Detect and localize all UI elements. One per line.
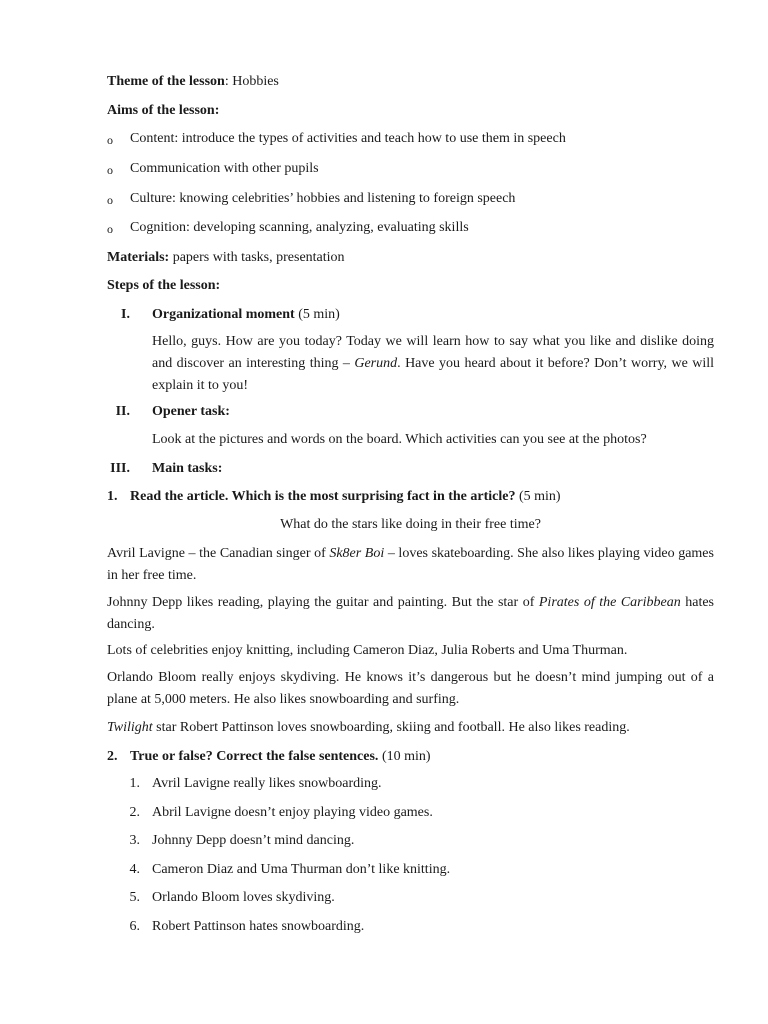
theme-label: Theme of the lesson xyxy=(107,74,225,89)
step-1-heading xyxy=(152,306,340,324)
task-2-title: True or false? Correct the false sentences. xyxy=(130,749,379,764)
task-1-time: (5 min) xyxy=(515,489,561,504)
aims-bullet-4: o xyxy=(107,222,113,236)
article-p1-b: – loves skateboarding. She also likes playing video games in her free time. xyxy=(107,546,714,583)
aims-heading: Aims of the lesson: xyxy=(107,103,220,118)
theme-line xyxy=(107,73,279,91)
step-1-title: Organizational moment xyxy=(152,307,295,322)
tf-item-2: Abril Lavigne doesn’t enjoy playing video games. xyxy=(152,805,433,820)
materials-line xyxy=(107,249,345,267)
article-paragraph-2 xyxy=(107,592,714,636)
tf-item-3-number: 3. xyxy=(129,833,140,848)
step-2-numeral: II. xyxy=(115,404,130,419)
article-paragraph-1 xyxy=(107,543,714,587)
tf-item-1-number: 1. xyxy=(129,776,140,791)
task-2-heading xyxy=(130,748,431,766)
article-p5-b: star Robert Pattinson loves snowboarding, skiing and football. He also likes reading. xyxy=(152,720,630,735)
article-title: What do the stars like doing in their free time? xyxy=(280,517,541,532)
step-3-numeral: III. xyxy=(110,461,130,476)
tf-item-5-number: 5. xyxy=(129,890,140,905)
theme-value: : Hobbies xyxy=(224,74,279,89)
aims-bullet-1: o xyxy=(107,133,113,147)
tf-item-4-number: 4. xyxy=(129,862,140,877)
step-3-title: Main tasks: xyxy=(152,461,223,476)
step-1-numeral: I. xyxy=(121,307,130,322)
step-1-text xyxy=(152,331,714,397)
article-p1-em: Sk8er Boi xyxy=(329,546,385,561)
aims-bullet-3: o xyxy=(107,193,113,207)
task-1-heading xyxy=(130,488,561,506)
article-p2-a: Johnny Depp likes reading, playing the guitar and painting. But the star of xyxy=(107,595,539,610)
article-paragraph-4: Orlando Bloom really enjoys skydiving. He knows it’s dangerous but he doesn’t mind jumping out of a plane at 5,000 meters. He also likes snowboarding and surfing. xyxy=(107,670,714,707)
step-1-text-a: Hello, guys. How are you today? Today we will learn how to say what you like and dislike doing and discover an interesting thing – xyxy=(152,334,714,371)
article-paragraph-5 xyxy=(107,719,630,737)
tf-item-4: Cameron Diaz and Uma Thurman don’t like knitting. xyxy=(152,862,451,877)
article-p2-em: Pirates of the Caribbean xyxy=(538,595,681,610)
tf-item-5: Orlando Bloom loves skydiving. xyxy=(152,890,335,905)
step-1-text-b: . Have you heard about it before? Don’t worry, we will explain it to you! xyxy=(152,356,715,393)
tf-item-3: Johnny Depp doesn’t mind dancing. xyxy=(152,833,355,848)
materials-label: Materials: xyxy=(107,250,170,265)
task-2-number: 2. xyxy=(107,749,118,764)
task-1-number: 1. xyxy=(107,489,118,504)
step-2-title: Opener task: xyxy=(152,404,230,419)
article-paragraph-3: Lots of celebrities enjoy knitting, including Cameron Diaz, Julia Roberts and Uma Thurman. xyxy=(107,643,628,658)
aims-bullet-2: o xyxy=(107,163,113,177)
tf-item-6: Robert Pattinson hates snowboarding. xyxy=(152,919,365,934)
steps-heading: Steps of the lesson: xyxy=(107,278,221,293)
aims-item-1: Content: introduce the types of activities and teach how to use them in speech xyxy=(130,131,566,146)
aims-item-4: Cognition: developing scanning, analyzing, evaluating skills xyxy=(130,220,469,235)
task-1-title: Read the article. Which is the most surprising fact in the article? xyxy=(130,489,516,504)
article-p1-a: Avril Lavigne – the Canadian singer of xyxy=(107,546,330,561)
tf-item-2-number: 2. xyxy=(129,805,140,820)
materials-value: papers with tasks, presentation xyxy=(169,250,345,265)
step-1-time: (5 min) xyxy=(294,307,340,322)
tf-item-1: Avril Lavigne really likes snowboarding. xyxy=(152,776,382,791)
tf-item-6-number: 6. xyxy=(129,919,140,934)
aims-item-3: Culture: knowing celebrities’ hobbies and listening to foreign speech xyxy=(130,191,516,206)
article-p5-em: Twilight xyxy=(107,720,153,735)
step-1-text-em: Gerund xyxy=(354,356,398,371)
aims-item-2: Communication with other pupils xyxy=(130,161,319,176)
article-p2-b: hates dancing. xyxy=(107,595,715,632)
task-2-time: (10 min) xyxy=(378,749,431,764)
step-2-text: Look at the pictures and words on the board. Which activities can you see at the photos? xyxy=(152,432,647,447)
